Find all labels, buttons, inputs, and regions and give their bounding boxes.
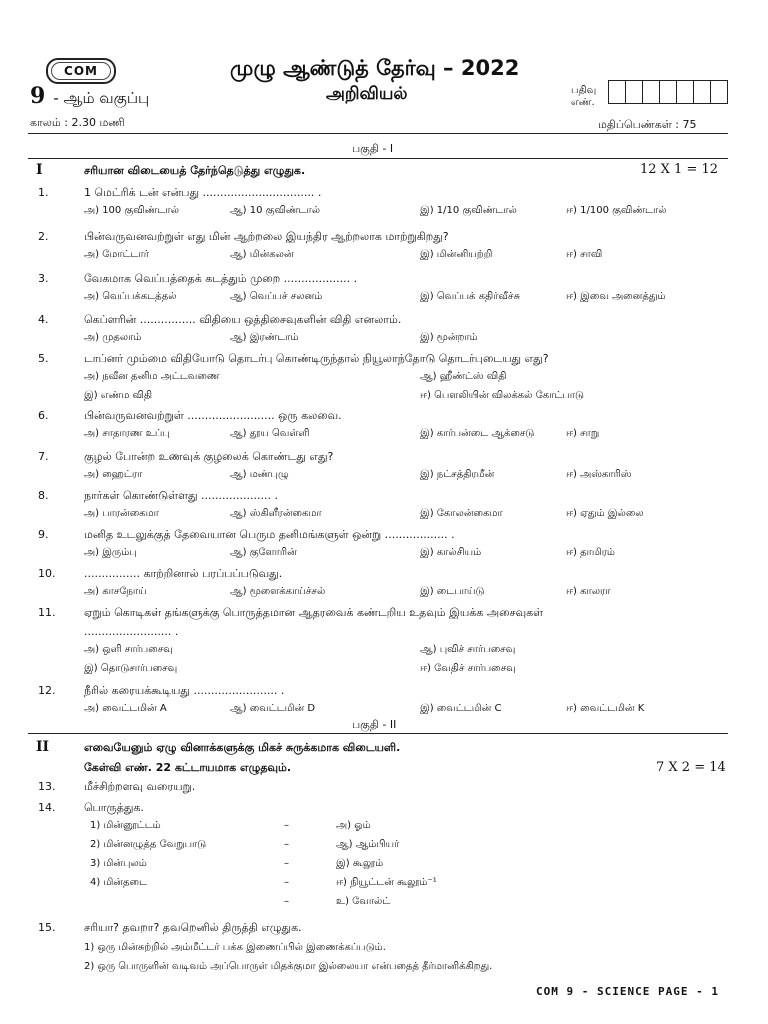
question-text-cont: ......................... . [84, 625, 179, 638]
part-1-score: 12 X 1 = 12 [640, 162, 719, 177]
option: அ) பாரன்கைமா [84, 508, 159, 519]
question-number: 8. [38, 489, 49, 502]
divider [28, 133, 728, 134]
option: ஆ) மின்கலன் [230, 249, 294, 260]
part-2-instruction: எவையேனும் ஏழு வினாக்களுக்கு மிகச் சுருக்கமாக விடையளி. [84, 741, 401, 754]
question-number: 3. [38, 272, 49, 285]
option: ஈ) 1/100 குவிண்டால் [566, 205, 667, 216]
option: ஈ) இவை அனைத்தும் [566, 291, 666, 302]
option: அ) வெப்பக்கடத்தல் [84, 291, 177, 302]
option: இ) வைட்டமின் C [420, 703, 502, 714]
option: இ) கோலன்கைமா [420, 508, 503, 519]
question-text: மனித உடலுக்குத் தேவையான பெரும தனிமங்களுள் ஒன்று .................. . [84, 528, 455, 541]
option: ஆ) வைட்டமின் D [230, 703, 316, 714]
part-1-roman: I [36, 162, 43, 178]
option: அ) வைட்டமின் A [84, 703, 167, 714]
question-number: 4. [38, 313, 49, 326]
option: இ) மின்னியற்றி [420, 249, 493, 260]
question-text: 1 மெட்ரிக் டன் என்பது ................................ . [84, 186, 322, 199]
question-number: 15. [38, 921, 56, 934]
question-text: குழல் போன்ற உணவுக் குழலைக் கொண்டது எது? [84, 450, 334, 463]
option: ஈ) வைட்டமின் K [566, 703, 645, 714]
question-text: பின்வருவனவற்றுள் ......................... ஒரு கலவை. [84, 409, 342, 422]
match-dash: – [284, 896, 289, 907]
part-2-score: 7 X 2 = 14 [656, 760, 726, 775]
match-dash: – [284, 839, 289, 850]
question-number: 2. [38, 230, 49, 243]
question-text: ஏறும் கொடிகள் தங்களுக்கு பொருத்தமான ஆதரவைக் கண்டறிய உதவும் இயக்க அசைவுகள் [84, 606, 544, 619]
option: அ) ஒளி சார்பசைவு [84, 644, 173, 655]
option: அ) நவீன தனிம அட்டவணை [84, 371, 220, 382]
option: அ) 100 குவிண்டால் [84, 205, 179, 216]
option: ஈ) பௌலியின் விலக்கல் கோட்பாடு [420, 390, 584, 401]
match-right-item: உ) வோல்ட் [336, 896, 391, 907]
question-number: 13. [38, 780, 56, 793]
option: அ) சாதாரண உப்பு [84, 428, 170, 439]
com-badge [46, 58, 116, 84]
reg-label-2: எண். [571, 97, 595, 108]
register-label [571, 85, 596, 109]
match-left-item: 2) மின்னழுத்த வேறுபாடு [90, 839, 207, 850]
match-dash: – [284, 877, 289, 888]
match-left-item: 3) மின்புலம் [90, 858, 147, 869]
divider [28, 158, 728, 159]
register-number-boxes[interactable] [608, 80, 728, 104]
option: இ) 1/10 குவிண்டால் [420, 205, 517, 216]
option: இ) கார்பன்டை ஆக்சைடு [420, 428, 535, 439]
reg-label-1: பதிவு [571, 85, 597, 96]
page-footer: COM 9 - SCIENCE PAGE - 1 [536, 985, 719, 998]
part-2-roman: II [36, 739, 50, 755]
question-13: மீச்சிற்றளவு வரையறு. [84, 780, 196, 793]
match-dash: – [284, 820, 289, 831]
question-text: கெப்ளரின் ................ விதியை ஒத்திசைவுகளின் விதி எனலாம். [84, 313, 402, 326]
option: ஆ) குளோரின் [230, 547, 297, 558]
question-number: 1. [38, 186, 49, 199]
divider [28, 733, 728, 734]
option: ஈ) சாறு [566, 428, 600, 439]
option: இ) மூன்றாம் [420, 332, 478, 343]
subject-title: அறிவியல் [326, 84, 408, 104]
option: இ) எண்ம விதி [84, 390, 153, 401]
question-number: 14. [38, 801, 56, 814]
question-number: 11. [38, 606, 56, 619]
option: இ) வெப்பக் கதிர்வீச்சு [420, 291, 521, 302]
match-dash: – [284, 858, 289, 869]
option: ஆ) வெப்பச் சலனம் [230, 291, 323, 302]
option: ஆ) ஸ்கிளீரன்கைமா [230, 508, 322, 519]
option: ஈ) வேதிச் சார்பசைவு [420, 663, 516, 674]
match-left-item: 4) மின்தடை [90, 877, 147, 888]
grade [30, 83, 149, 109]
question-number: 7. [38, 450, 49, 463]
option: ஈ) சாவி [566, 249, 603, 260]
question-text: டாப்னர் மும்மை விதியோடு தொடர்பு கொண்டிருந்தால் நியூலாந்தோடு தொடர்புடையது எது? [84, 352, 549, 365]
match-right-item: அ) ஓம் [336, 820, 371, 831]
match-right-item: இ) கூலூம் [336, 858, 384, 869]
question-number: 5. [38, 352, 49, 365]
exam-title: முழு ஆண்டுத் தேர்வு – 2022 [230, 56, 520, 80]
badge-text: COM [64, 64, 98, 78]
statement-2: 2) ஒரு பொருளின் வடிவம் அப்பொருள் மிதக்குமா இல்லையா என்பதைத் தீர்மானிக்கிறது. [84, 961, 493, 972]
option: ஆ) இரண்டாம் [230, 332, 299, 343]
option: அ) மோட்டார் [84, 249, 149, 260]
option: இ) கால்சியம் [420, 547, 482, 558]
part-1-heading: பகுதி - I [352, 142, 394, 155]
option: ஆ) தூய வெள்ளி [230, 428, 310, 439]
option: அ) முதலாம் [84, 332, 142, 343]
question-15: சரியா? தவறா? தவறெனில் திருத்தி எழுதுக. [84, 921, 302, 934]
match-right-item: ஆ) ஆம்பியர் [336, 839, 400, 850]
exam-duration: காலம் : 2.30 மணி [30, 116, 125, 129]
question-text: நீரில் கரையக்கூடியது ........................ . [84, 684, 285, 697]
option: ஈ) ஏதும் இல்லை [566, 508, 644, 519]
option: இ) தொடுசார்பசைவு [84, 663, 178, 674]
statement-1: 1) ஒரு மின்சுற்றில் அம்மீட்டர் பக்க இணைப்பில் இணைக்கப்படும். [84, 942, 386, 953]
part-1-instruction: சரியான விடையைத் தேர்ந்தெடுத்து எழுதுக. [84, 164, 306, 177]
option: ஈ) தாமிரம் [566, 547, 615, 558]
question-text: நார்கள் கொண்டுள்ளது .................... . [84, 489, 278, 502]
question-text: பின்வருவனவற்றுள் எது மின் ஆற்றலை இயந்திர ஆற்றலாக மாற்றுகிறது? [84, 230, 449, 243]
part-2-instruction-2: கேள்வி எண். 22 கட்டாயமாக எழுதவும். [84, 761, 292, 774]
part-2-heading: பகுதி - II [352, 718, 397, 731]
option: அ) ஹைட்ரா [84, 469, 143, 480]
option: ஆ) ஹீண்ட்ஸ் விதி [420, 371, 507, 382]
option: ஈ) காலரா [566, 586, 611, 597]
option: ஆ) புவிச் சார்பசைவு [420, 644, 516, 655]
question-text: வேகமாக வெப்பத்தைக் கடத்தும் முறை ................... . [84, 272, 358, 285]
match-right-item: ஈ) நியூட்டன் கூலூம்⁻¹ [336, 877, 437, 888]
question-number: 6. [38, 409, 49, 422]
option: ஆ) மண்புழு [230, 469, 289, 480]
option: ஈ) அஸ்காரிஸ் [566, 469, 632, 480]
option: அ) இரும்பு [84, 547, 137, 558]
option: அ) காசநோய் [84, 586, 147, 597]
option: ஆ) மூளைக்காய்ச்சல் [230, 586, 326, 597]
total-marks: மதிப்பெண்கள் : 75 [598, 118, 697, 131]
question-number: 12. [38, 684, 56, 697]
question-number: 9. [38, 528, 49, 541]
grade-text: - ஆம் வகுப்பு [53, 89, 150, 107]
match-left-item: 1) மின்னூட்டம் [90, 820, 161, 831]
question-text: ................ காற்றினால் பரப்பப்படுவது. [84, 567, 283, 580]
option: இ) டைபாய்டு [420, 586, 485, 597]
grade-number: 9 [30, 83, 46, 109]
question-14: பொருத்துக. [84, 801, 144, 814]
question-number: 10. [38, 567, 56, 580]
option: ஆ) 10 குவிண்டால் [230, 205, 321, 216]
option: இ) நட்சத்திரமீன் [420, 469, 495, 480]
